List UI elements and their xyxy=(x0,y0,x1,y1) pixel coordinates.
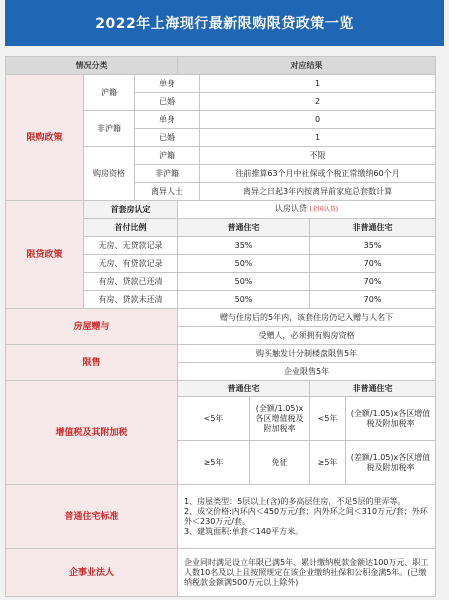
value-non-married: 1 xyxy=(200,129,436,147)
category-purchase: 限购政策 xyxy=(6,75,84,201)
label-non-ordinary: 非普通住宅 xyxy=(310,219,436,237)
label-ordinary: 普通住宅 xyxy=(178,219,310,237)
sale-line-1: 购买触发计分制楼盘限售5年 xyxy=(178,345,436,363)
first-home-note: (全国认贷) xyxy=(309,206,339,213)
loan-row-ordinary: 35% xyxy=(178,237,310,255)
category-tax: 增值税及其附加税 xyxy=(6,381,178,485)
value-q-huji: 不限 xyxy=(200,147,436,165)
category-corp: 企事业法人 xyxy=(6,549,178,597)
category-standard: 普通住宅标准 xyxy=(6,485,178,549)
corp-text: 企业同时满足设立年限已满5年、累计缴纳税款金额达100万元、职工人数10名及以上且按照规定在该企业缴纳社保和公积金满5年。(已缴纳税款金额满500万元以上除外) xyxy=(178,549,436,597)
category-sale: 限售 xyxy=(6,345,178,381)
value-huji-married: 2 xyxy=(200,93,436,111)
tax-ord-ge5-label: ≥5年 xyxy=(178,441,250,485)
tax-non-lt5-label: <5年 xyxy=(310,397,346,441)
header-result: 对应结果 xyxy=(178,57,436,75)
label-single: 单身 xyxy=(135,75,200,93)
value-huji-single: 1 xyxy=(200,75,436,93)
gift-line-2: 受赠人，必须拥有购房资格 xyxy=(178,327,436,345)
table-row xyxy=(6,75,436,93)
label-down-payment: 首付比例 xyxy=(84,219,178,237)
loan-row-label: 无房、有贷款记录 xyxy=(84,255,178,273)
sale-line-2: 企业限售5年 xyxy=(178,363,436,381)
loan-row-non: 70% xyxy=(310,273,436,291)
label-huji: 沪籍 xyxy=(84,75,135,111)
standard-line-1: 1、房屋类型：5层以上(含)的多高层住房，不足5层的里弄等。 xyxy=(184,496,406,506)
label-first-home: 首套房认定 xyxy=(84,201,178,219)
page-title: 2022年上海现行最新限购限贷政策一览 xyxy=(5,0,444,46)
label-single: 单身 xyxy=(135,111,200,129)
label-married: 已婚 xyxy=(135,129,200,147)
table-row xyxy=(6,549,436,597)
tax-label-non-ordinary: 非普通住宅 xyxy=(310,381,436,397)
category-loan: 限贷政策 xyxy=(6,201,84,309)
tax-ord-lt5-value: (全额/1.05)x各区增值税及附加税率 xyxy=(250,397,310,441)
category-gift: 房屋赠与 xyxy=(6,309,178,345)
table-row xyxy=(6,345,436,363)
value-q-non: 往前推算63个月中社保或个税正常缴纳60个月 xyxy=(200,165,436,183)
standard-line-2: 2、成交价格:内环内＜450万元/套；内外环之间＜310万元/套；外环外＜230万元/套。 xyxy=(184,506,428,526)
standard-line-3: 3、建筑面积:单套＜140平方米。 xyxy=(184,526,304,536)
loan-row-non: 70% xyxy=(310,291,436,309)
label-married: 已婚 xyxy=(135,93,200,111)
tax-non-lt5-value: (全额/1.05)x各区增值税及附加税率 xyxy=(346,397,436,441)
value-non-single: 0 xyxy=(200,111,436,129)
tax-ord-ge5-value: 免征 xyxy=(250,441,310,485)
policy-table xyxy=(5,56,436,597)
loan-row-non: 35% xyxy=(310,237,436,255)
label-non-huji: 非沪籍 xyxy=(84,111,135,147)
label-q-divorce: 离异人士 xyxy=(135,183,200,201)
value-first-home xyxy=(178,201,436,219)
table-row xyxy=(6,485,436,549)
header-category: 情况分类 xyxy=(6,57,178,75)
value-q-divorce: 离异之日起3年内按离异前家庭总套数计算 xyxy=(200,183,436,201)
loan-row-label: 无房、无贷款记录 xyxy=(84,237,178,255)
label-q-non: 非沪籍 xyxy=(135,165,200,183)
loan-row-ordinary: 50% xyxy=(178,273,310,291)
tax-ord-lt5-label: <5年 xyxy=(178,397,250,441)
label-q-huji: 沪籍 xyxy=(135,147,200,165)
loan-row-ordinary: 50% xyxy=(178,255,310,273)
loan-row-label: 有房、贷款未还清 xyxy=(84,291,178,309)
table-row xyxy=(6,201,436,219)
table-header-row xyxy=(6,57,436,75)
label-qualification: 购房资格 xyxy=(84,147,135,201)
loan-row-ordinary: 50% xyxy=(178,291,310,309)
tax-label-ordinary: 普通住宅 xyxy=(178,381,310,397)
table-row xyxy=(6,309,436,327)
loan-row-label: 有房、贷款已还清 xyxy=(84,273,178,291)
first-home-text: 认房认贷 xyxy=(274,204,307,213)
loan-row-non: 70% xyxy=(310,255,436,273)
standard-text xyxy=(178,485,436,549)
tax-non-ge5-label: ≥5年 xyxy=(310,441,346,485)
table-row xyxy=(6,381,436,397)
tax-non-ge5-value: (差额/1.05)x各区增值税及附加税率 xyxy=(346,441,436,485)
gift-line-1: 赠与住房后的5年内，该套住房仍记入赠与人名下 xyxy=(178,309,436,327)
